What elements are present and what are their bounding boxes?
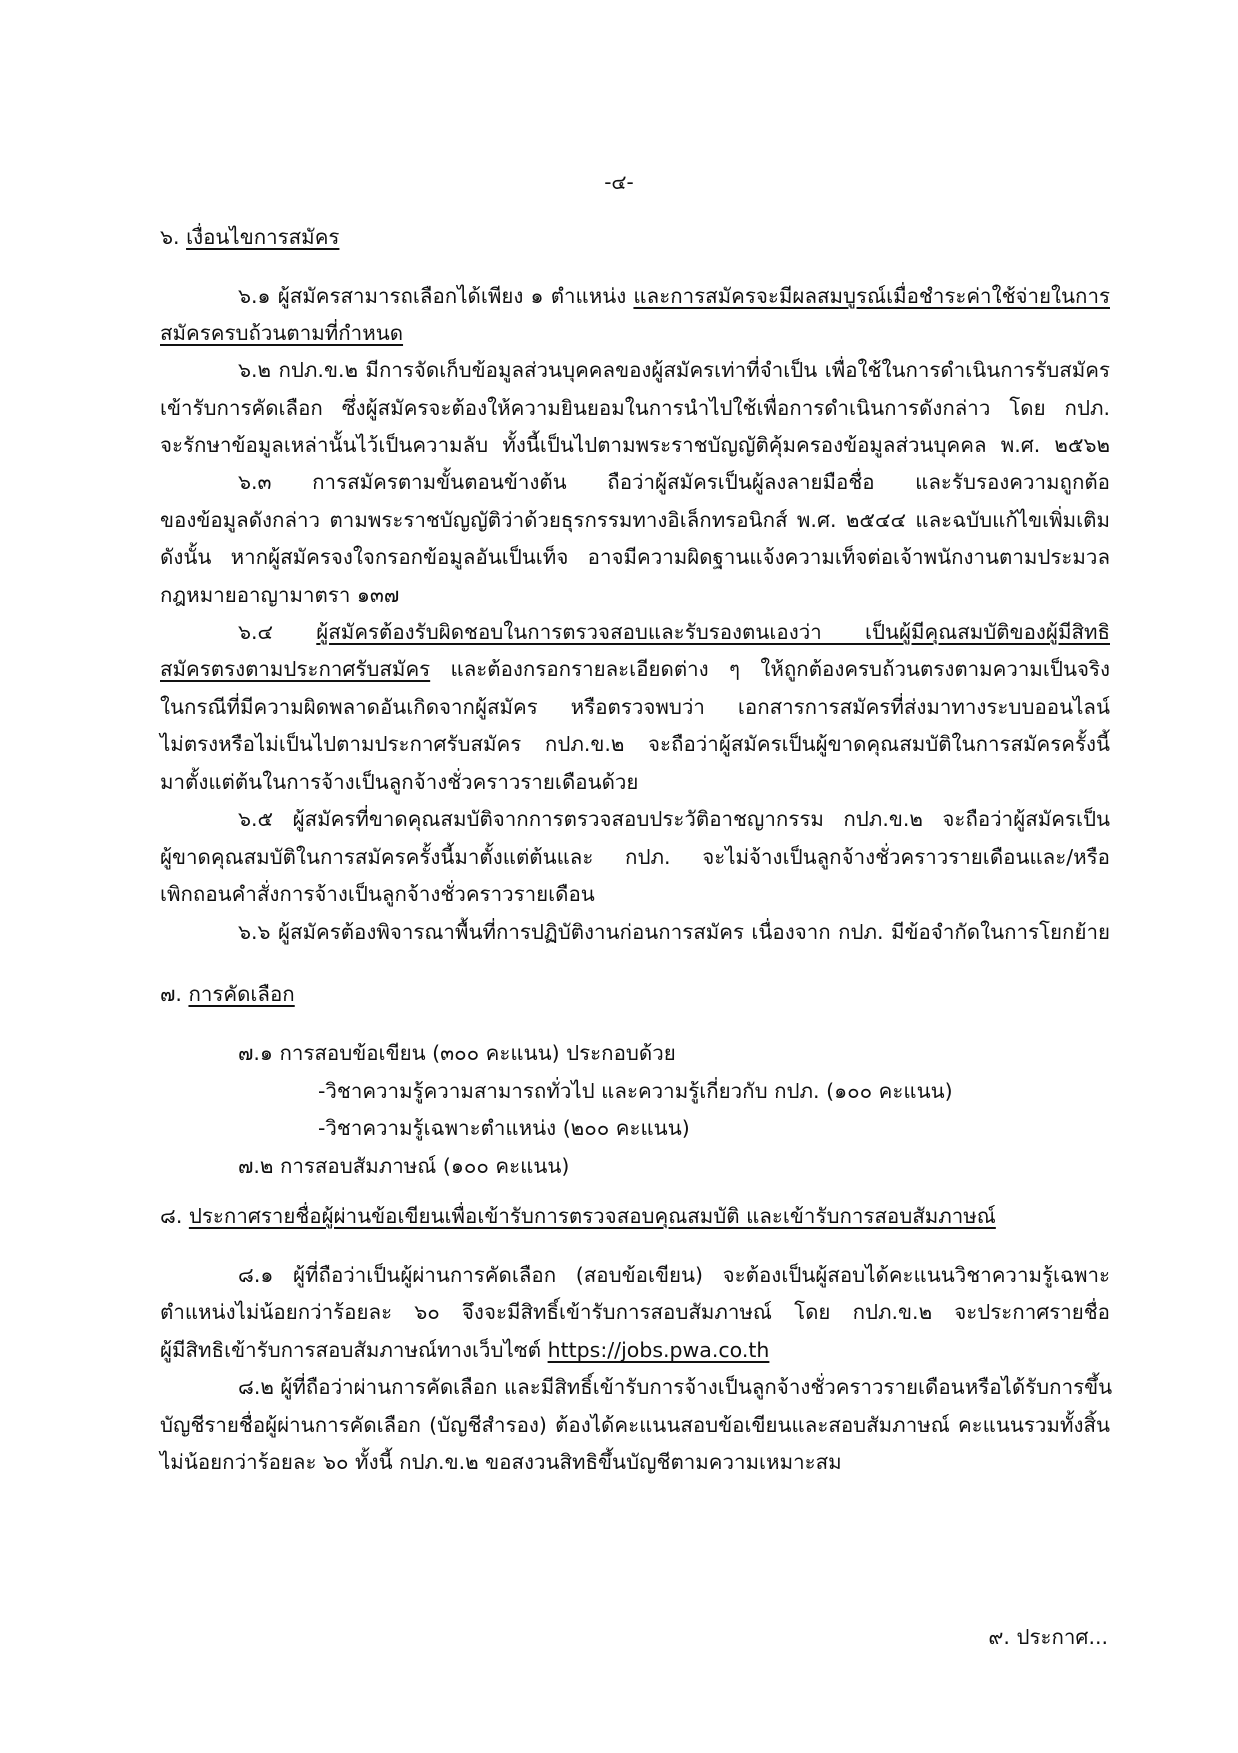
page-number: -๔- <box>604 170 634 194</box>
para-6-3-line-2: ของข้อมูลดังกล่าว ตามพระราชบัญญัติว่าด้วยธุรกรรมทางอิเล็กทรอนิกส์ พ.ศ. ๒๕๔๔ และฉบับแก้ไขเพิ่มเติม <box>160 508 1110 532</box>
para-8-1-line-3 <box>160 1335 769 1365</box>
para-6-2-line-2: เข้ารับการคัดเลือก ซึ่งผู้สมัครจะต้องให้ความยินยอมในการนำไปใช้เพื่อการดำเนินการดังกล่าว โดย กปภ. <box>160 396 1110 420</box>
item-7-1-sub-2: -วิชาความรู้เฉพาะตำแหน่ง (๒๐๐ คะแนน) <box>318 1116 690 1140</box>
para-8-1-text: ผู้มีสิทธิเข้ารับการสอบสัมภาษณ์ทางเว็บไซต์ <box>160 1338 548 1362</box>
section-6-title: เงื่อนไขการสมัคร <box>186 225 340 249</box>
para-6-4-text: และต้องกรอกรายละเอียดต่าง ๆ ให้ถูกต้องครบถ้วนตรงตามความเป็นจริง <box>430 657 1110 681</box>
para-6-3-line-4: กฎหมายอาญามาตรา ๑๓๗ <box>160 583 400 607</box>
item-7-2: ๗.๒ การสอบสัมภาษณ์ (๑๐๐ คะแนน) <box>238 1154 570 1178</box>
para-6-1-line-2: สมัครครบถ้วนตามที่กำหนด <box>160 321 404 345</box>
para-6-2-line-1: ๖.๒ กปภ.ข.๒ มีการจัดเก็บข้อมูลส่วนบุคคลของผู้สมัครเท่าที่จำเป็น เพื่อใช้ในการดำเนินการรับสมัคร <box>238 358 1110 382</box>
item-7-1-sub-1: -วิชาความรู้ความสามารถทั่วไป และความรู้เกี่ยวกับ กปภ. (๑๐๐ คะแนน) <box>318 1079 953 1103</box>
section-8-heading <box>160 1201 996 1231</box>
para-6-3-line-3: ดังนั้น หากผู้สมัครจงใจกรอกข้อมูลอันเป็นเท็จ อาจมีความผิดฐานแจ้งความเท็จต่อเจ้าพนักงานตามประมวล <box>160 545 1110 569</box>
section-8-number: ๘. <box>160 1204 183 1228</box>
para-6-5-line-1: ๖.๕ ผู้สมัครที่ขาดคุณสมบัติจากการตรวจสอบประวัติอาชญากรรม กปภ.ข.๒ จะถือว่าผู้สมัครเป็น <box>238 807 1110 831</box>
para-6-4-line-5: มาตั้งแต่ต้นในการจ้างเป็นลูกจ้างชั่วคราวรายเดือนด้วย <box>160 770 639 794</box>
section-7-heading <box>160 979 295 1009</box>
section-6-heading <box>160 222 339 252</box>
jobs-website-link[interactable]: https://jobs.pwa.co.th <box>547 1338 770 1362</box>
continuation-note: ๙. ประกาศ... <box>988 1625 1108 1649</box>
para-8-2-line-1: ๘.๒ ผู้ที่ถือว่าผ่านการคัดเลือก และมีสิทธิ์เข้ารับการจ้างเป็นลูกจ้างชั่วคราวรายเดือนหรือได้รับการขึ้น <box>238 1375 1113 1399</box>
para-6-1-text: ๖.๑ ผู้สมัครสามารถเลือกได้เพียง ๑ ตำแหน่ง <box>238 284 634 308</box>
para-6-1-underlined: และการสมัครจะมีผลสมบูรณ์เมื่อชำระค่าใช้จ่ายในการ <box>633 284 1110 308</box>
section-7-number: ๗. <box>160 982 182 1006</box>
section-6-number: ๖. <box>160 225 180 249</box>
para-6-6-line-1: ๖.๖ ผู้สมัครต้องพิจารณาพื้นที่การปฏิบัติงานก่อนการสมัคร เนื่องจาก กปภ. มีข้อจำกัดในการโยกย้าย <box>238 920 1110 944</box>
para-8-1-line-2: ตำแหน่งไม่น้อยกว่าร้อยละ ๖๐ จึงจะมีสิทธิ์เข้ารับการสอบสัมภาษณ์ โดย กปภ.ข.๒ จะประกาศรายชื่อ <box>160 1300 1110 1324</box>
para-6-5-line-2: ผู้ขาดคุณสมบัติในการสมัครครั้งนี้มาตั้งแต่ต้นและ กปภ. จะไม่จ้างเป็นลูกจ้างชั่วคราวรายเดือนและ/หรือ <box>160 845 1110 869</box>
section-7-title: การคัดเลือก <box>188 982 295 1006</box>
para-6-4-line-1 <box>238 617 1110 647</box>
para-8-2-line-2: บัญชีรายชื่อผู้ผ่านการคัดเลือก (บัญชีสำรอง) ต้องได้คะแนนสอบข้อเขียนและสอบสัมภาษณ์ คะแนนรวมทั้งสิ้น <box>160 1413 1110 1437</box>
para-6-4-number: ๖.๔ <box>238 620 317 644</box>
para-6-3-line-1: ๖.๓ การสมัครตามขั้นตอนข้างต้น ถือว่าผู้สมัครเป็นผู้ลงลายมือชื่อ และรับรองความถูกต้อ <box>238 470 1110 494</box>
para-8-1-line-1: ๘.๑ ผู้ที่ถือว่าเป็นผู้ผ่านการคัดเลือก (สอบข้อเขียน) จะต้องเป็นผู้สอบได้คะแนนวิชาความรู้เฉพาะ <box>238 1263 1110 1287</box>
para-6-4-line-2 <box>160 654 1110 684</box>
para-8-2-line-3: ไม่น้อยกว่าร้อยละ ๖๐ ทั้งนี้ กปภ.ข.๒ ขอสงวนสิทธิขึ้นบัญชีตามความเหมาะสม <box>160 1450 842 1474</box>
para-6-4-line-3: ในกรณีที่มีความผิดพลาดอันเกิดจากผู้สมัคร หรือตรวจพบว่า เอกสารการสมัครที่ส่งมาทางระบบออนไลน์ <box>160 695 1110 719</box>
para-6-1-line-1 <box>238 281 1110 311</box>
para-6-4-underlined-1: ผู้สมัครต้องรับผิดชอบในการตรวจสอบและรับรองตนเองว่า เป็นผู้มีคุณสมบัติของผู้มีสิทธิ <box>316 620 1110 644</box>
para-6-4-underlined-2: สมัครตรงตามประกาศรับสมัคร <box>160 657 431 681</box>
para-6-5-line-3: เพิกถอนคำสั่งการจ้างเป็นลูกจ้างชั่วคราวรายเดือน <box>160 882 595 906</box>
para-6-2-line-3: จะรักษาข้อมูลเหล่านั้นไว้เป็นความลับ ทั้งนี้เป็นไปตามพระราชบัญญัติคุ้มครองข้อมูลส่วนบุคคล พ.ศ. ๒๕๖๒ <box>160 433 1110 457</box>
para-6-4-line-4: ไม่ตรงหรือไม่เป็นไปตามประกาศรับสมัคร กปภ.ข.๒ จะถือว่าผู้สมัครเป็นผู้ขาดคุณสมบัติในการสมัครครั้งนี้ <box>160 732 1110 756</box>
section-8-title: ประกาศรายชื่อผู้ผ่านข้อเขียนเพื่อเข้ารับการตรวจสอบคุณสมบัติ และเข้ารับการสอบสัมภาษณ์ <box>188 1204 996 1228</box>
item-7-1: ๗.๑ การสอบข้อเขียน (๓๐๐ คะแนน) ประกอบด้วย <box>238 1041 676 1065</box>
